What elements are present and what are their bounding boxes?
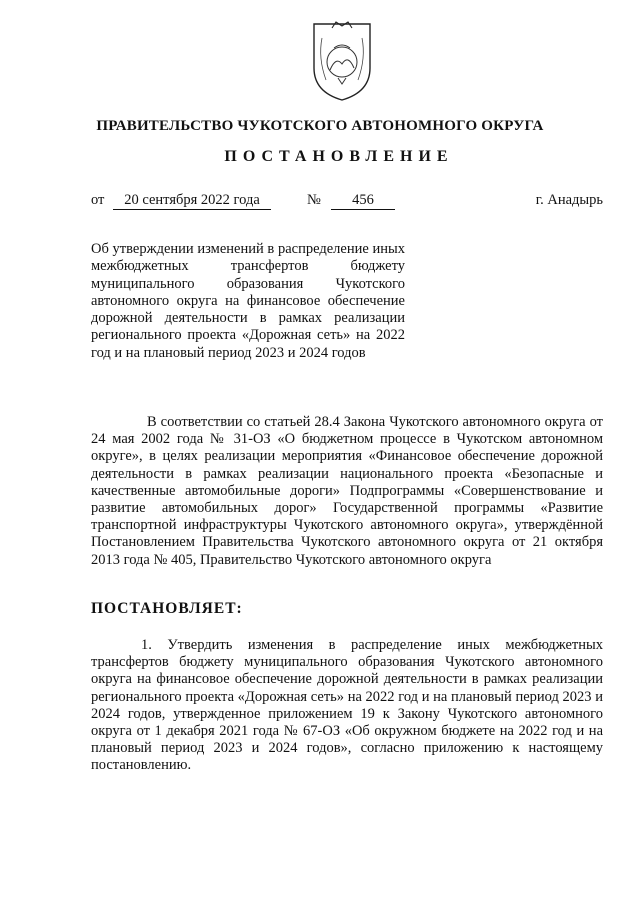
resolution-item: 1. Утвердить изменения в распределение иных межбюджетных трансфертов бюджету муниципального образования Чукотского автономного округа на финансовое обеспечение дорожной деятельности в рамках реализации регионального проекта «Дорожная сеть» на 2022 год и на плановый период 2023 и 2024 годов, утвержденное приложением 19 к Закону Чукотского автономного округа от 1 декабря 2021 года № 67-ОЗ «Об окружном бюджете на 2022 год и на плановый период 2023 и 2024 годов», согласно приложению к настоящему постановлению. bbox=[91, 637, 603, 774]
coat-of-arms-icon bbox=[308, 18, 376, 104]
number-sign: № bbox=[307, 192, 321, 208]
city: г. Анадырь bbox=[535, 192, 603, 208]
preamble-paragraph: В соответствии со статьей 28.4 Закона Чукотского автономного округа от 24 мая 2002 года № 31-ОЗ «О бюджетном процессе в Чукотском автономном округе», в целях реализации мероприятия «Финансовое обеспечение дорожной деятельности в рамках реализации национального проекта «Безопасные и качественные автомобильные дороги» Подпрограммы «Совершенствование и развитие автомобильных дорог» Государственной программы «Развитие транспортной инфраструктуры Чукотского автономного округа», утверждённой Постановлением Правительства Чукотского автономного округа от 21 октября 2013 года № 405, Правительство Чукотского автономного округа bbox=[91, 414, 603, 568]
document-title: Об утверждении изменений в распределение иных межбюджетных трансфертов бюджету муниципального образования Чукотского автономного округа на финансовое обеспечение дорожной деятельности в рамках реализации регионального проекта «Дорожная сеть» на 2022 год и на плановый период 2023 и 2024 годов bbox=[91, 241, 405, 361]
organization-name: ПРАВИТЕЛЬСТВО ЧУКОТСКОГО АВТОНОМНОГО ОКРУГА bbox=[96, 118, 544, 134]
document-type: ПОСТАНОВЛЕНИЕ bbox=[224, 148, 454, 165]
document-number: 456 bbox=[331, 192, 395, 210]
dateline bbox=[91, 192, 603, 212]
date-prefix: от bbox=[91, 192, 105, 208]
document-date: 20 сентября 2022 года bbox=[113, 192, 271, 210]
resolves-heading: ПОСТАНОВЛЯЕТ: bbox=[91, 600, 243, 617]
